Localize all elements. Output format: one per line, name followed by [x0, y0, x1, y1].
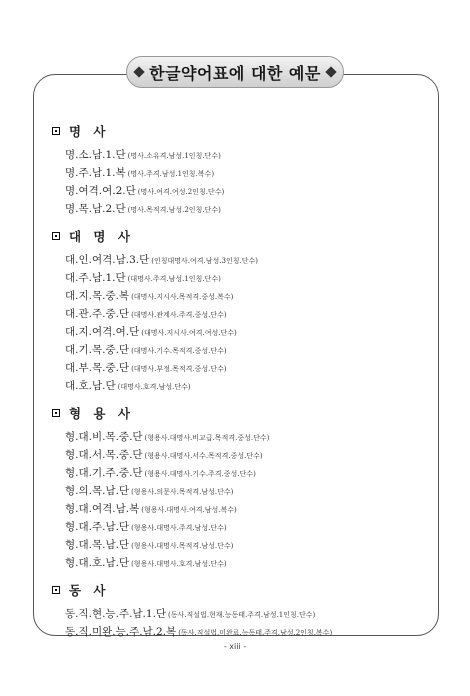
section-heading-label: 동 사 [69, 583, 110, 598]
section-heading [52, 227, 427, 245]
abbreviation-expansion: (대명사.기수.목적격.중성.단수) [131, 347, 227, 355]
abbreviation: 대.호.남.단 [65, 380, 116, 392]
example-row [65, 447, 427, 465]
square-bullet-icon [52, 232, 60, 240]
abbreviation-expansion: (명사.소유격.남성.1인칭.단수) [127, 152, 221, 160]
abbreviation-expansion: (명사.목적격.남성.2인칭.단수) [127, 206, 221, 214]
example-row [65, 342, 427, 360]
example-row [65, 378, 427, 396]
example-row [65, 360, 427, 378]
abbreviation-expansion: (대명사.주격.남성.1인칭.단수) [127, 275, 221, 283]
example-row [65, 501, 427, 519]
abbreviation: 대.지.여격.여.단 [65, 326, 140, 338]
example-row [65, 270, 427, 288]
section-heading [52, 581, 427, 599]
section [52, 227, 427, 396]
abbreviation-expansion: (형용사.대명사.호격.남성.단수) [131, 560, 227, 568]
abbreviation-expansion: (대명사.부정.목적격.중성.단수) [131, 365, 227, 373]
abbreviation: 대.인.여격.남.3.단 [65, 254, 150, 266]
square-bullet-icon [52, 586, 60, 594]
section [52, 404, 427, 573]
abbreviation-expansion: (형용사.대명사.목적격.남성.단수) [131, 542, 234, 550]
section-heading-label: 대 명 사 [69, 229, 134, 244]
abbreviation: 형.대.비.목.중.단 [65, 431, 143, 443]
abbreviation: 동.직.현.능.주.남.1.단 [65, 608, 167, 620]
example-row [65, 483, 427, 501]
section [52, 581, 427, 642]
example-row [65, 183, 427, 201]
abbreviation-expansion: (동사.직설법.미완료.능동태.주격.남성.2인칭.복수) [178, 629, 333, 637]
example-row [65, 306, 427, 324]
abbreviation-expansion: (인칭대명사.여격.남성.3인칭.단수) [151, 257, 258, 265]
abbreviation: 형.대.목.남.단 [65, 539, 130, 551]
abbreviation-expansion: (형용사.대명사.주격.남성.단수) [131, 524, 227, 532]
abbreviation-expansion: (대명사.지시사.목적격.중성.복수) [131, 293, 234, 301]
abbreviation: 동.직.미완.능.주.남.2.복 [65, 626, 177, 638]
abbreviation-expansion: (형용사.대명사.기수.주격.중성.단수) [144, 470, 256, 478]
section-heading-label: 명 사 [69, 124, 110, 139]
abbreviation-expansion: (명사.주격.남성.1인칭.복수) [127, 170, 215, 178]
section-heading [52, 404, 427, 422]
abbreviation-expansion: (명사.여격.여성.2인칭.단수) [137, 188, 225, 196]
abbreviation: 형.대.기.주.중.단 [65, 467, 143, 479]
example-row [65, 324, 427, 342]
example-row [65, 201, 427, 219]
example-row [65, 252, 427, 270]
example-list [52, 122, 427, 650]
abbreviation: 대.주.남.1.단 [65, 272, 126, 284]
example-row [65, 555, 427, 573]
page-title: 한글약어표에 대한 예문 [149, 63, 321, 83]
section-heading [52, 122, 427, 140]
example-row [65, 606, 427, 624]
title-banner [126, 56, 344, 88]
abbreviation-expansion: (형용사.대명사.비교급.목적격.중성.단수) [144, 434, 270, 442]
abbreviation-expansion: (형용사.의문사.목적격.남성.단수) [131, 488, 234, 496]
abbreviation: 형.의.목.남.단 [65, 485, 130, 497]
abbreviation-expansion: (형용사.대명사.여격.남성.복수) [141, 506, 237, 514]
abbreviation: 명.목.남.2.단 [65, 203, 126, 215]
abbreviation: 형.대.주.남.단 [65, 521, 130, 533]
section-heading-label: 형 용 사 [69, 406, 134, 421]
example-row [65, 624, 427, 642]
abbreviation: 대.기.목.중.단 [65, 344, 130, 356]
abbreviation: 형.대.여격.남.복 [65, 503, 140, 515]
example-row [65, 465, 427, 483]
abbreviation-expansion: (대명사.지시사.여격.여성.단수) [141, 329, 237, 337]
example-row [65, 165, 427, 183]
abbreviation: 형.대.호.남.단 [65, 557, 130, 569]
abbreviation: 대.지.목.중.복 [65, 290, 130, 302]
title-wrap [0, 56, 470, 92]
abbreviation-expansion: (형용사.대명사.서수.목적격.중성.단수) [144, 452, 263, 460]
example-row [65, 537, 427, 555]
abbreviation: 명.주.남.1.복 [65, 167, 126, 179]
abbreviation: 형.대.서.목.중.단 [65, 449, 143, 461]
abbreviation: 명.여격.여.2.단 [65, 185, 136, 197]
example-row [65, 147, 427, 165]
abbreviation-expansion: (대명사.관계사.주격.중성.단수) [131, 311, 227, 319]
example-row [65, 288, 427, 306]
abbreviation-expansion: (대명사.호격.남성.단수) [117, 383, 191, 391]
square-bullet-icon [52, 409, 60, 417]
page-number: - xiii - [223, 642, 247, 651]
abbreviation: 명.소.남.1.단 [65, 149, 126, 161]
section [52, 122, 427, 219]
abbreviation-expansion: (동사.직설법.현재.능동태.주격.남성.1인칭.단수) [168, 611, 316, 619]
example-row [65, 429, 427, 447]
abbreviation: 대.관.주.중.단 [65, 308, 130, 320]
example-row [65, 519, 427, 537]
square-bullet-icon [52, 127, 60, 135]
abbreviation: 대.부.목.중.단 [65, 362, 130, 374]
